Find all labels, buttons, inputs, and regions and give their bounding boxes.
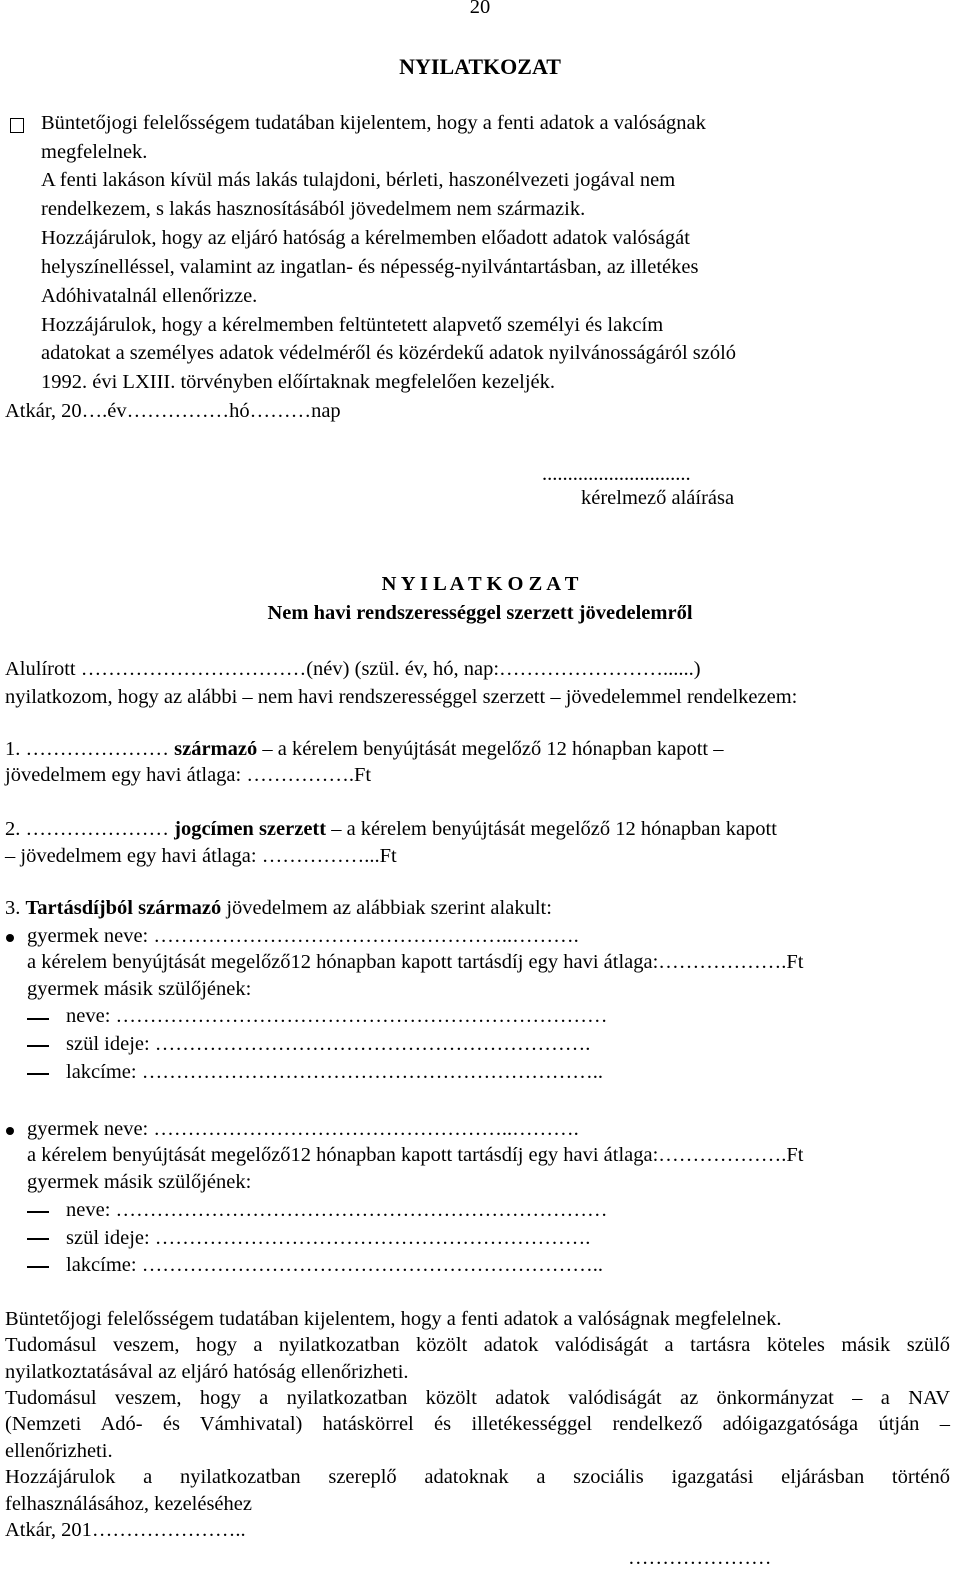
dash-icon [27, 1045, 49, 1047]
item2-rest: – a kérelem benyújtását megelőző 12 hónapban kapott [326, 818, 777, 840]
s1-date-line: Atkár, 20….év……………hó………nap [5, 400, 341, 422]
item3-rest: jövedelmem az alábbiak szerint alakult: [221, 897, 552, 919]
s1-line-3: A fenti lakáson kívül más lakás tulajdoni, bérleti, haszonélvezeti jogával nem [41, 169, 676, 191]
s2-item-2 [5, 818, 777, 842]
child1-other-parent: gyermek másik szülőjének: [27, 978, 252, 1000]
closing-line-7: Hozzájárulok a nyilatkozatban szereplő adatoknak a szociális igazgatási eljárásban történő [5, 1466, 950, 1488]
page-number: 20 [469, 0, 491, 18]
dash-icon [27, 1018, 49, 1020]
s1-line-2: megfelelnek. [41, 141, 148, 163]
s2-item-1-line2: jövedelmem egy havi átlaga: …………….Ft [5, 764, 372, 786]
item3-number: 3. [5, 897, 26, 919]
s1-line-4: rendelkezem, s lakás hasznosításából jövedelmem nem származik. [41, 198, 586, 220]
s1-line-7: Adóhivatalnál ellenőrizze. [41, 285, 258, 307]
s1-line-9: adatokat a személyes adatok védelméről és közérdekű adatok nyilvánosságáról szóló [41, 342, 737, 364]
section2-title: N Y I L A T K O Z A T [381, 573, 579, 595]
closing-line-4: Tudomásul veszem, hogy a nyilatkozatban közölt adatok valódiságát az önkormányzat – a NAV [5, 1387, 950, 1409]
child1-average: a kérelem benyújtását megelőző12 hónapban kapott tartásdíj egy havi átlaga:……………….Ft [27, 951, 804, 973]
s2-intro-2: nyilatkozom, hogy az alábbi – nem havi rendszerességgel szerzett – jövedelemmel rendelkezem: [5, 686, 798, 708]
closing-line-3: nyilatkoztatásával az eljáró hatóság ellenőrizheti. [5, 1361, 409, 1383]
bullet-icon [6, 1127, 14, 1135]
bullet-icon [6, 934, 14, 942]
child2-parent-address: lakcíme: ………………………………………………………….. [66, 1254, 603, 1276]
closing-line-6: ellenőrizheti. [5, 1440, 113, 1462]
section1-title: NYILATKOZAT [399, 54, 561, 79]
dash-icon [27, 1211, 49, 1213]
item2-number: 2. ………………… [5, 818, 169, 840]
child2-parent-birth: szül ideje: ………………………………………………………. [66, 1227, 591, 1249]
child2-other-parent: gyermek másik szülőjének: [27, 1171, 252, 1193]
section2-subtitle: Nem havi rendszerességgel szerzett jövedelemről [267, 602, 693, 624]
child2-name: gyermek neve: ……………………………………………..………. [27, 1118, 579, 1140]
item2-bold: jogcímen szerzett [174, 818, 327, 840]
s2-item-3 [5, 897, 552, 921]
item1-rest: – a kérelem benyújtását megelőző 12 hónapban kapott – [257, 738, 724, 760]
s2-date-line: Atkár, 201………………….. [5, 1519, 246, 1541]
s2-item-1 [5, 738, 723, 762]
signature-label: kérelmező aláírása [581, 487, 735, 509]
child1-name: gyermek neve: ……………………………………………..………. [27, 925, 579, 947]
s1-line-5: Hozzájárulok, hogy az eljáró hatóság a kérelmemben előadott adatok valóságát [41, 227, 690, 249]
s2-intro-1: Alulírott ……………………………(név) (szül. év, hó, nap:……………………......) [5, 658, 701, 680]
s2-item-2-line2: – jövedelmem egy havi átlaga: ……………...Ft [5, 845, 397, 867]
dash-icon [27, 1238, 49, 1240]
closing-line-5: (Nemzeti Adó- és Vámhivatal) hatáskörrel és illetékességgel rendelkező adóigazgatósága útján – [5, 1413, 950, 1435]
s1-line-6: helyszínelléssel, valamint az ingatlan- és népesség-nyilvántartásban, az illetékes [41, 256, 699, 278]
closing-line-1: Büntetőjogi felelősségem tudatában kijelentem, hogy a fenti adatok a valóságnak megfelelnek. [5, 1308, 782, 1330]
dash-icon [27, 1073, 49, 1075]
closing-line-2: Tudomásul veszem, hogy a nyilatkozatban közölt adatok valódiságát a tartásra köteles másik szülő [5, 1334, 950, 1356]
s1-line-10: 1992. évi LXIII. törvényben előírtaknak megfelelően kezeljék. [41, 371, 556, 393]
item3-bold: Tartásdíjból származó [25, 897, 222, 919]
child1-parent-name: neve: ……………………………………………………………… [66, 1005, 608, 1027]
s1-line-8: Hozzájárulok, hogy a kérelmemben feltüntetett alapvető személyi és lakcím [41, 314, 664, 336]
checkbox-icon [10, 118, 24, 133]
closing-line-8: felhasználásához, kezeléséhez [5, 1493, 252, 1515]
signature-dots: ............................. [542, 463, 691, 485]
item1-number: 1. ………………… [5, 738, 169, 760]
dash-icon [27, 1266, 49, 1268]
bottom-signature-dots: ………………… [628, 1547, 772, 1569]
child2-parent-name: neve: ……………………………………………………………… [66, 1199, 608, 1221]
child1-parent-birth: szül ideje: ………………………………………………………. [66, 1033, 591, 1055]
child2-average: a kérelem benyújtását megelőző12 hónapban kapott tartásdíj egy havi átlaga:……………….Ft [27, 1144, 804, 1166]
child1-parent-address: lakcíme: ………………………………………………………….. [66, 1061, 603, 1083]
s1-line-1: Büntetőjogi felelősségem tudatában kijelentem, hogy a fenti adatok a valóságnak [41, 112, 706, 134]
item1-bold: származó [174, 738, 258, 760]
